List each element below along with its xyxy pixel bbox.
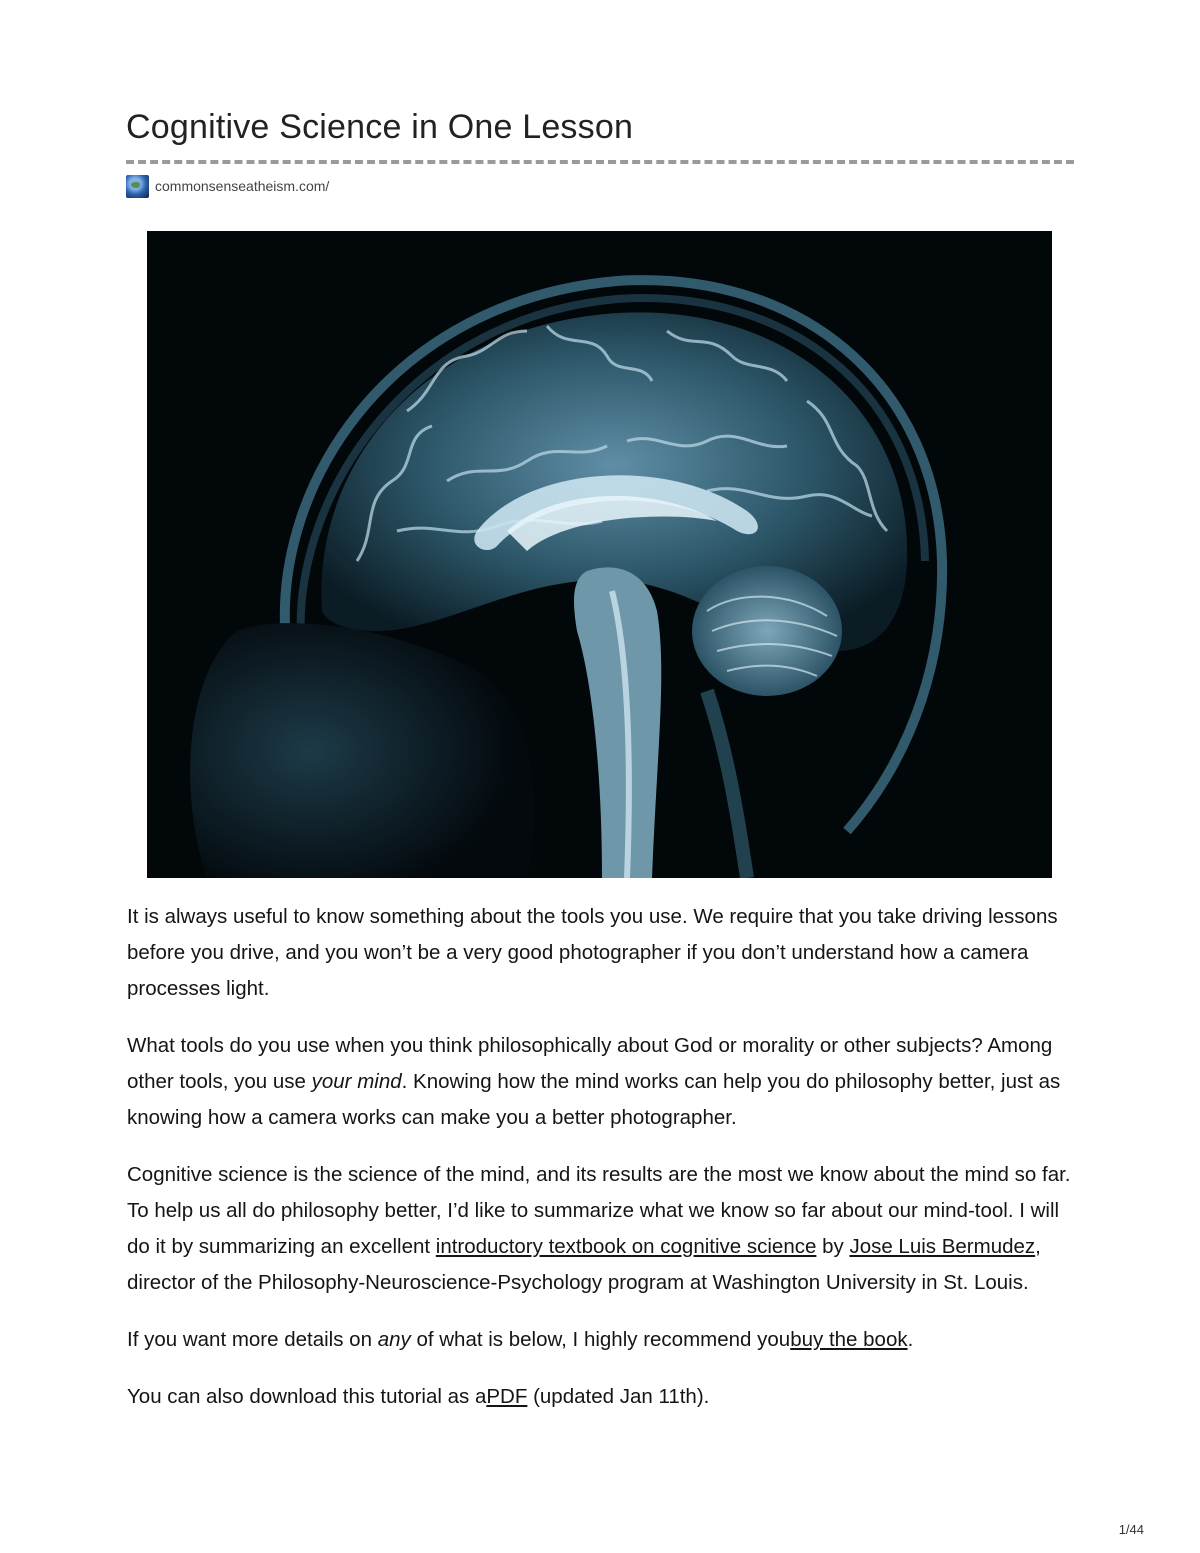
- emphasis-your-mind: your mind: [311, 1070, 402, 1093]
- author-link[interactable]: Jose Luis Bermudez: [849, 1235, 1036, 1258]
- paragraph-5: You can also download this tutorial as aPDF (updated Jan 11th).: [127, 1385, 710, 1408]
- emphasis-any: any: [377, 1328, 411, 1351]
- article-body: [127, 899, 1077, 1436]
- buy-book-link[interactable]: buy the book: [790, 1328, 908, 1351]
- brain-mri-image: [147, 231, 1052, 878]
- globe-icon: [126, 175, 149, 198]
- source-url[interactable]: commonsenseatheism.com/: [155, 178, 330, 194]
- title-divider: [126, 160, 1074, 164]
- source-line: [126, 174, 329, 198]
- textbook-link[interactable]: introductory textbook on cognitive science: [435, 1235, 817, 1258]
- page-title: Cognitive Science in One Lesson: [126, 108, 634, 146]
- page-number: 1/44: [1118, 1522, 1144, 1537]
- paragraph-3: Cognitive science is the science of the mind, and its results are the most we know about the mind so far. To help us all do philosophy better, I’d like to summarize what we know so far about our mind-tool. I will do it by summarizing an excellent introductory textbook on cognitive science by Jose Luis Bermudez, director of the Philosophy-Neuroscience-Psychology program at Washington University in St. Louis.: [127, 1163, 1071, 1294]
- paragraph-4: If you want more details on any of what is below, I highly recommend youbuy the book.: [127, 1328, 914, 1351]
- pdf-link[interactable]: PDF: [486, 1385, 528, 1408]
- paragraph-2: What tools do you use when you think philosophically about God or morality or other subjects? Among other tools, you use your mind. Knowing how the mind works can help you do philosophy better, just as knowing how a camera works can make you a better photographer.: [127, 1034, 1061, 1129]
- paragraph-1: It is always useful to know something about the tools you use. We require that you take driving lessons before you drive, and you won’t be a very good photographer if you don’t understand how a camera processes light.: [127, 905, 1058, 1000]
